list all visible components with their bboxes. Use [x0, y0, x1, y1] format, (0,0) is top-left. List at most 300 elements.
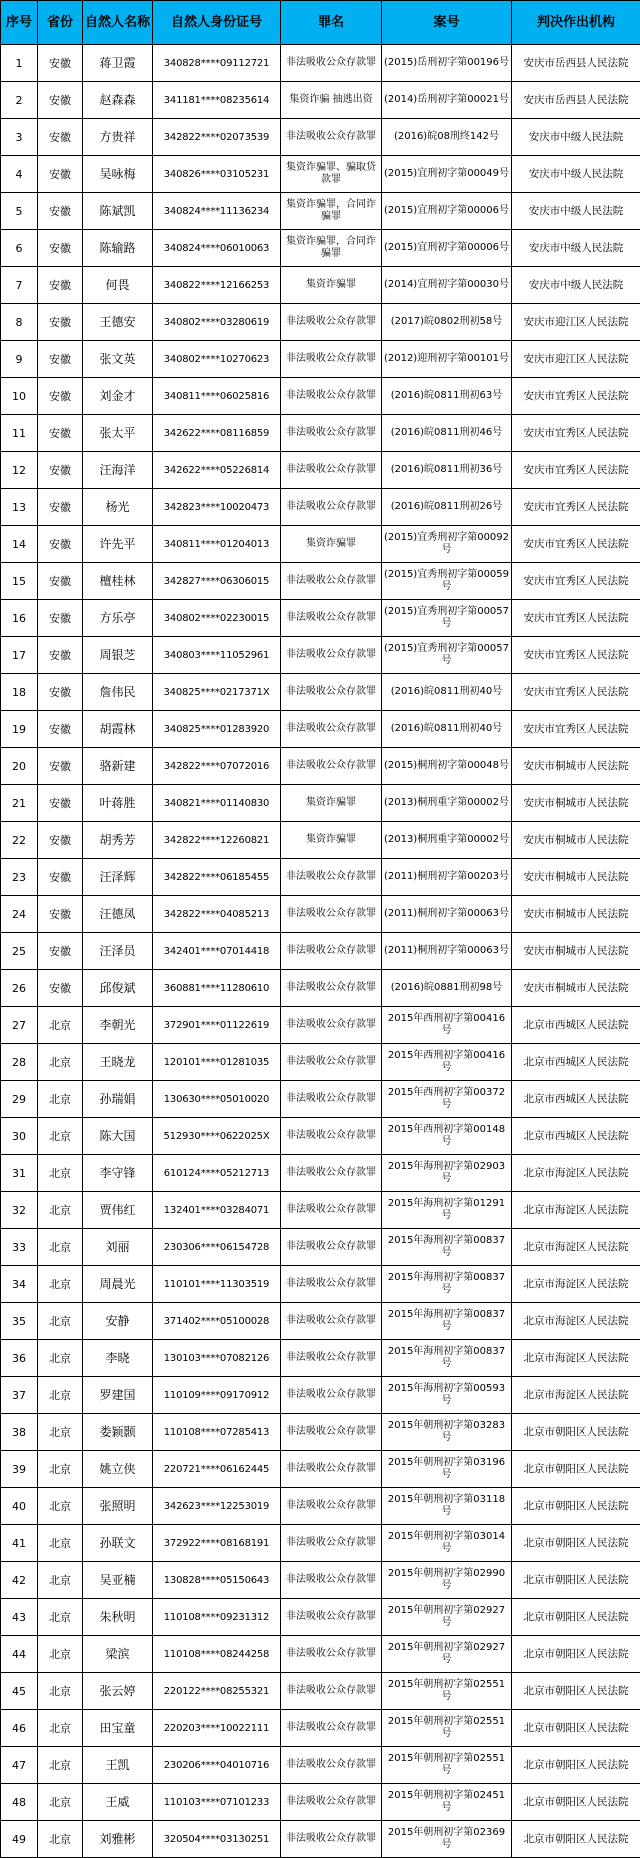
- court-cell: 北京市海淀区人民法院: [512, 1266, 640, 1303]
- charge-cell: 非法吸收公众存款罪: [281, 1414, 382, 1451]
- id-number-cell: 371402****05100028: [153, 1303, 281, 1340]
- charge-cell: 非法吸收公众存款罪: [281, 600, 382, 637]
- id-number-cell: 220203****10022111: [153, 1710, 281, 1747]
- case-number-cell: 2015年朝刑初字第02551号: [382, 1673, 512, 1710]
- court-cell: 北京市朝阳区人民法院: [512, 1673, 640, 1710]
- id-number-cell: 130630****05010020: [153, 1081, 281, 1118]
- table-row: [1, 1377, 640, 1414]
- court-cell: 安庆市桐城市人民法院: [512, 970, 640, 1007]
- province-cell: 北京: [38, 1155, 83, 1192]
- charge-cell: 非法吸收公众存款罪: [281, 45, 382, 82]
- charge-cell: 非法吸收公众存款罪: [281, 970, 382, 1007]
- table-row: [1, 304, 640, 341]
- case-number-cell: 2015年朝刑初字第03196号: [382, 1451, 512, 1488]
- court-cell: 安庆市宜秀区人民法院: [512, 563, 640, 600]
- table-row: [1, 526, 640, 563]
- id-number-cell: 230306****06154728: [153, 1229, 281, 1266]
- row-index-cell: 13: [1, 489, 38, 526]
- charge-cell: 集资诈骗罪: [281, 526, 382, 563]
- case-number-cell: (2013)桐刑重字第00002号: [382, 822, 512, 859]
- province-cell: 安徽: [38, 341, 83, 378]
- province-cell: 北京: [38, 1340, 83, 1377]
- case-number-cell: 2015年海刑初字第01291号: [382, 1192, 512, 1229]
- person-name-cell: 张云婷: [83, 1673, 153, 1710]
- row-index-cell: 16: [1, 600, 38, 637]
- case-number-cell: 2015年朝刑初字第02990号: [382, 1562, 512, 1599]
- table-row: [1, 1192, 640, 1229]
- row-index-cell: 15: [1, 563, 38, 600]
- case-number-cell: (2015)桐刑初字第00048号: [382, 748, 512, 785]
- case-number-cell: 2015年西刑初字第00416号: [382, 1007, 512, 1044]
- case-number-cell: (2016)皖0811刑初36号: [382, 452, 512, 489]
- table-row: [1, 1784, 640, 1821]
- table-row: [1, 1673, 640, 1710]
- charge-cell: 非法吸收公众存款罪: [281, 1155, 382, 1192]
- row-index-cell: 11: [1, 415, 38, 452]
- province-cell: 安徽: [38, 711, 83, 748]
- table-row: [1, 674, 640, 711]
- court-cell: 安庆市宜秀区人民法院: [512, 452, 640, 489]
- province-cell: 安徽: [38, 970, 83, 1007]
- province-cell: 安徽: [38, 748, 83, 785]
- case-number-cell: (2011)桐刑初字第00063号: [382, 933, 512, 970]
- court-cell: 北京市海淀区人民法院: [512, 1192, 640, 1229]
- person-name-cell: 蒋卫霞: [83, 45, 153, 82]
- id-number-cell: 110108****09231312: [153, 1599, 281, 1636]
- row-index-cell: 36: [1, 1340, 38, 1377]
- court-cell: 安庆市桐城市人民法院: [512, 748, 640, 785]
- charge-cell: 非法吸收公众存款罪: [281, 1599, 382, 1636]
- row-index-cell: 26: [1, 970, 38, 1007]
- charge-cell: 非法吸收公众存款罪: [281, 1081, 382, 1118]
- table-row: [1, 1044, 640, 1081]
- person-name-cell: 檀桂林: [83, 563, 153, 600]
- case-number-cell: 2015年西刑初字第00416号: [382, 1044, 512, 1081]
- province-cell: 北京: [38, 1266, 83, 1303]
- case-number-cell: (2016)皖0811刑初63号: [382, 378, 512, 415]
- table-row: [1, 970, 640, 1007]
- case-number-cell: 2015年海刑初字第00837号: [382, 1303, 512, 1340]
- court-cell: 安庆市宜秀区人民法院: [512, 637, 640, 674]
- table-row: [1, 748, 640, 785]
- province-cell: 北京: [38, 1229, 83, 1266]
- court-cell: 安庆市宜秀区人民法院: [512, 600, 640, 637]
- case-number-cell: (2011)桐刑初字第00063号: [382, 896, 512, 933]
- person-name-cell: 汪德凤: [83, 896, 153, 933]
- row-index-cell: 48: [1, 1784, 38, 1821]
- case-number-cell: 2015年朝刑初字第03283号: [382, 1414, 512, 1451]
- province-cell: 安徽: [38, 267, 83, 304]
- row-index-cell: 21: [1, 785, 38, 822]
- province-cell: 安徽: [38, 563, 83, 600]
- case-number-cell: (2015)宜刑初字第00006号: [382, 193, 512, 230]
- person-name-cell: 陈大国: [83, 1118, 153, 1155]
- table-row: [1, 156, 640, 193]
- table-body: [1, 45, 640, 1858]
- province-cell: 北京: [38, 1710, 83, 1747]
- row-index-cell: 25: [1, 933, 38, 970]
- charge-cell: 非法吸收公众存款罪: [281, 1525, 382, 1562]
- province-cell: 北京: [38, 1007, 83, 1044]
- court-cell: 北京市海淀区人民法院: [512, 1377, 640, 1414]
- court-cell: 北京市朝阳区人民法院: [512, 1747, 640, 1784]
- charge-cell: 非法吸收公众存款罪: [281, 637, 382, 674]
- table-row: [1, 563, 640, 600]
- row-index-cell: 2: [1, 82, 38, 119]
- table-row: [1, 1710, 640, 1747]
- row-index-cell: 9: [1, 341, 38, 378]
- table-row: [1, 785, 640, 822]
- person-name-cell: 罗建国: [83, 1377, 153, 1414]
- id-number-cell: 340822****12166253: [153, 267, 281, 304]
- row-index-cell: 28: [1, 1044, 38, 1081]
- row-index-cell: 14: [1, 526, 38, 563]
- person-name-cell: 邱俊斌: [83, 970, 153, 1007]
- id-number-cell: 320504****03130251: [153, 1821, 281, 1858]
- id-number-cell: 342622****08116859: [153, 415, 281, 452]
- person-name-cell: 李晓: [83, 1340, 153, 1377]
- charge-cell: 非法吸收公众存款罪: [281, 1673, 382, 1710]
- person-name-cell: 方贵祥: [83, 119, 153, 156]
- court-cell: 安庆市桐城市人民法院: [512, 933, 640, 970]
- case-number-cell: (2015)宜刑初字第00006号: [382, 230, 512, 267]
- case-number-cell: (2016)皖0811刑初46号: [382, 415, 512, 452]
- charge-cell: 集资诈骗罪: [281, 267, 382, 304]
- row-index-cell: 6: [1, 230, 38, 267]
- person-name-cell: 孙瑞娟: [83, 1081, 153, 1118]
- table-row: [1, 600, 640, 637]
- province-cell: 北京: [38, 1044, 83, 1081]
- court-cell: 北京市西城区人民法院: [512, 1081, 640, 1118]
- province-cell: 安徽: [38, 304, 83, 341]
- person-name-cell: 周银芝: [83, 637, 153, 674]
- charge-cell: 集资诈骗罪: [281, 785, 382, 822]
- case-number-cell: (2011)桐刑初字第00203号: [382, 859, 512, 896]
- person-name-cell: 王晓龙: [83, 1044, 153, 1081]
- table-row: [1, 896, 640, 933]
- case-number-cell: (2015)宜秀刑初字第00057号: [382, 600, 512, 637]
- row-index-cell: 30: [1, 1118, 38, 1155]
- charge-cell: 非法吸收公众存款罪: [281, 1229, 382, 1266]
- table-row: [1, 859, 640, 896]
- row-index-cell: 19: [1, 711, 38, 748]
- charge-cell: 非法吸收公众存款罪: [281, 1007, 382, 1044]
- court-cell: 北京市朝阳区人民法院: [512, 1821, 640, 1858]
- person-name-cell: 刘金才: [83, 378, 153, 415]
- row-index-cell: 3: [1, 119, 38, 156]
- row-index-cell: 10: [1, 378, 38, 415]
- id-number-cell: 340828****09112721: [153, 45, 281, 82]
- row-index-cell: 32: [1, 1192, 38, 1229]
- case-number-cell: (2017)皖0802刑初58号: [382, 304, 512, 341]
- row-index-cell: 35: [1, 1303, 38, 1340]
- court-cell: 安庆市中级人民法院: [512, 119, 640, 156]
- id-number-cell: 340825****0217371X: [153, 674, 281, 711]
- charge-cell: 集资诈骗罪、骗取贷款罪: [281, 156, 382, 193]
- court-cell: 安庆市宜秀区人民法院: [512, 378, 640, 415]
- person-name-cell: 胡霞林: [83, 711, 153, 748]
- province-cell: 安徽: [38, 82, 83, 119]
- court-cell: 安庆市中级人民法院: [512, 156, 640, 193]
- charge-cell: 集资诈骗 抽逃出资: [281, 82, 382, 119]
- person-name-cell: 何畏: [83, 267, 153, 304]
- id-number-cell: 220721****06162445: [153, 1451, 281, 1488]
- court-cell: 安庆市桐城市人民法院: [512, 822, 640, 859]
- row-index-cell: 42: [1, 1562, 38, 1599]
- person-name-cell: 赵森森: [83, 82, 153, 119]
- case-number-cell: (2013)桐刑重字第00002号: [382, 785, 512, 822]
- province-cell: 安徽: [38, 452, 83, 489]
- person-name-cell: 许先平: [83, 526, 153, 563]
- province-cell: 安徽: [38, 526, 83, 563]
- province-cell: 北京: [38, 1414, 83, 1451]
- case-number-cell: 2015年朝刑初字第02927号: [382, 1636, 512, 1673]
- row-index-cell: 44: [1, 1636, 38, 1673]
- province-cell: 安徽: [38, 822, 83, 859]
- province-cell: 北京: [38, 1377, 83, 1414]
- table-row: [1, 711, 640, 748]
- person-name-cell: 周晨光: [83, 1266, 153, 1303]
- charge-cell: 非法吸收公众存款罪: [281, 711, 382, 748]
- charge-cell: 非法吸收公众存款罪: [281, 1303, 382, 1340]
- person-name-cell: 汪海洋: [83, 452, 153, 489]
- id-number-cell: 220122****08255321: [153, 1673, 281, 1710]
- id-number-cell: 340802****02230015: [153, 600, 281, 637]
- row-index-cell: 37: [1, 1377, 38, 1414]
- id-number-cell: 342822****12260821: [153, 822, 281, 859]
- table-row: [1, 1451, 640, 1488]
- charge-cell: 非法吸收公众存款罪: [281, 1562, 382, 1599]
- province-cell: 安徽: [38, 933, 83, 970]
- province-cell: 安徽: [38, 415, 83, 452]
- court-cell: 安庆市桐城市人民法院: [512, 859, 640, 896]
- person-name-cell: 王凯: [83, 1747, 153, 1784]
- id-number-cell: 340811****06025816: [153, 378, 281, 415]
- id-number-cell: 342822****07072016: [153, 748, 281, 785]
- table-row: [1, 1340, 640, 1377]
- court-cell: 北京市朝阳区人民法院: [512, 1710, 640, 1747]
- court-cell: 北京市海淀区人民法院: [512, 1229, 640, 1266]
- row-index-cell: 49: [1, 1821, 38, 1858]
- case-number-cell: 2015年海刑初字第00837号: [382, 1340, 512, 1377]
- case-number-cell: 2015年朝刑初字第02551号: [382, 1747, 512, 1784]
- person-name-cell: 汪泽员: [83, 933, 153, 970]
- id-number-cell: 340802****10270623: [153, 341, 281, 378]
- case-number-cell: (2014)岳刑初字第00021号: [382, 82, 512, 119]
- id-number-cell: 110101****11303519: [153, 1266, 281, 1303]
- id-number-cell: 340824****11136234: [153, 193, 281, 230]
- table-row: [1, 1747, 640, 1784]
- province-cell: 安徽: [38, 230, 83, 267]
- person-name-cell: 吴亚楠: [83, 1562, 153, 1599]
- id-number-cell: 132401****03284071: [153, 1192, 281, 1229]
- table-row: [1, 1525, 640, 1562]
- court-cell: 安庆市宜秀区人民法院: [512, 526, 640, 563]
- person-name-cell: 张文英: [83, 341, 153, 378]
- court-cell: 北京市朝阳区人民法院: [512, 1451, 640, 1488]
- charge-cell: 非法吸收公众存款罪: [281, 378, 382, 415]
- case-number-cell: 2015年朝刑初字第03014号: [382, 1525, 512, 1562]
- header-index: 序号: [1, 1, 38, 45]
- row-index-cell: 12: [1, 452, 38, 489]
- court-cell: 安庆市桐城市人民法院: [512, 785, 640, 822]
- table-row: [1, 82, 640, 119]
- province-cell: 安徽: [38, 859, 83, 896]
- header-row: [1, 1, 640, 45]
- id-number-cell: 512930****0622025X: [153, 1118, 281, 1155]
- id-number-cell: 130103****07082126: [153, 1340, 281, 1377]
- table-row: [1, 378, 640, 415]
- court-cell: 北京市海淀区人民法院: [512, 1155, 640, 1192]
- court-cell: 安庆市桐城市人民法院: [512, 896, 640, 933]
- row-index-cell: 24: [1, 896, 38, 933]
- id-number-cell: 342822****04085213: [153, 896, 281, 933]
- court-cell: 北京市朝阳区人民法院: [512, 1599, 640, 1636]
- charge-cell: 非法吸收公众存款罪: [281, 1266, 382, 1303]
- table-row: [1, 1488, 640, 1525]
- person-name-cell: 王德安: [83, 304, 153, 341]
- table-row: [1, 1414, 640, 1451]
- id-number-cell: 110108****07285413: [153, 1414, 281, 1451]
- charge-cell: 非法吸收公众存款罪: [281, 452, 382, 489]
- id-number-cell: 340803****11052961: [153, 637, 281, 674]
- charge-cell: 非法吸收公众存款罪: [281, 489, 382, 526]
- row-index-cell: 5: [1, 193, 38, 230]
- id-number-cell: 342822****06185455: [153, 859, 281, 896]
- charge-cell: 非法吸收公众存款罪: [281, 1340, 382, 1377]
- table-row: [1, 1155, 640, 1192]
- header-court: 判决作出机构: [512, 1, 640, 45]
- row-index-cell: 38: [1, 1414, 38, 1451]
- row-index-cell: 43: [1, 1599, 38, 1636]
- province-cell: 安徽: [38, 785, 83, 822]
- id-number-cell: 340826****03105231: [153, 156, 281, 193]
- row-index-cell: 27: [1, 1007, 38, 1044]
- table-row: [1, 45, 640, 82]
- charge-cell: 非法吸收公众存款罪: [281, 304, 382, 341]
- province-cell: 北京: [38, 1488, 83, 1525]
- court-cell: 安庆市中级人民法院: [512, 267, 640, 304]
- charge-cell: 非法吸收公众存款罪: [281, 1821, 382, 1858]
- id-number-cell: 130828****05150643: [153, 1562, 281, 1599]
- case-number-cell: 2015年海刑初字第02903号: [382, 1155, 512, 1192]
- charge-cell: 非法吸收公众存款罪: [281, 748, 382, 785]
- province-cell: 北京: [38, 1747, 83, 1784]
- court-cell: 北京市朝阳区人民法院: [512, 1488, 640, 1525]
- table-row: [1, 1081, 640, 1118]
- person-name-cell: 杨光: [83, 489, 153, 526]
- id-number-cell: 341181****08235614: [153, 82, 281, 119]
- case-number-cell: 2015年朝刑初字第03118号: [382, 1488, 512, 1525]
- case-number-cell: (2016)皖0811刑初26号: [382, 489, 512, 526]
- header-case-number: 案号: [382, 1, 512, 45]
- person-name-cell: 陈斌凯: [83, 193, 153, 230]
- case-number-cell: (2015)宜秀刑初字第00059号: [382, 563, 512, 600]
- row-index-cell: 31: [1, 1155, 38, 1192]
- table-row: [1, 1266, 640, 1303]
- case-number-cell: 2015年朝刑初字第02551号: [382, 1710, 512, 1747]
- id-number-cell: 110109****09170912: [153, 1377, 281, 1414]
- table-row: [1, 489, 640, 526]
- case-number-cell: 2015年西刑初字第00372号: [382, 1081, 512, 1118]
- row-index-cell: 41: [1, 1525, 38, 1562]
- court-cell: 北京市朝阳区人民法院: [512, 1636, 640, 1673]
- row-index-cell: 22: [1, 822, 38, 859]
- court-cell: 北京市西城区人民法院: [512, 1118, 640, 1155]
- person-name-cell: 田宝童: [83, 1710, 153, 1747]
- id-number-cell: 342401****07014418: [153, 933, 281, 970]
- row-index-cell: 4: [1, 156, 38, 193]
- province-cell: 安徽: [38, 674, 83, 711]
- row-index-cell: 17: [1, 637, 38, 674]
- court-cell: 北京市西城区人民法院: [512, 1044, 640, 1081]
- court-cell: 安庆市宜秀区人民法院: [512, 674, 640, 711]
- row-index-cell: 46: [1, 1710, 38, 1747]
- id-number-cell: 342622****05226814: [153, 452, 281, 489]
- header-province: 省份: [38, 1, 83, 45]
- case-number-cell: (2015)宜秀刑初字第00057号: [382, 637, 512, 674]
- court-cell: 安庆市迎江区人民法院: [512, 304, 640, 341]
- person-name-cell: 汪泽辉: [83, 859, 153, 896]
- case-number-cell: (2015)宜秀刑初字第00092号: [382, 526, 512, 563]
- charge-cell: 集资诈骗罪: [281, 822, 382, 859]
- charge-cell: 非法吸收公众存款罪: [281, 119, 382, 156]
- table-row: [1, 452, 640, 489]
- province-cell: 北京: [38, 1636, 83, 1673]
- person-name-cell: 张太平: [83, 415, 153, 452]
- court-cell: 北京市朝阳区人民法院: [512, 1562, 640, 1599]
- case-number-cell: 2015年海刑初字第00593号: [382, 1377, 512, 1414]
- person-name-cell: 孙联文: [83, 1525, 153, 1562]
- court-cell: 北京市海淀区人民法院: [512, 1303, 640, 1340]
- id-number-cell: 342623****12253019: [153, 1488, 281, 1525]
- province-cell: 北京: [38, 1821, 83, 1858]
- province-cell: 安徽: [38, 119, 83, 156]
- person-name-cell: 叶蒋胜: [83, 785, 153, 822]
- row-index-cell: 47: [1, 1747, 38, 1784]
- table-row: [1, 415, 640, 452]
- case-number-cell: 2015年西刑初字第00148号: [382, 1118, 512, 1155]
- province-cell: 安徽: [38, 489, 83, 526]
- row-index-cell: 45: [1, 1673, 38, 1710]
- court-cell: 安庆市迎江区人民法院: [512, 341, 640, 378]
- charge-cell: 非法吸收公众存款罪: [281, 1784, 382, 1821]
- id-number-cell: 372901****01122619: [153, 1007, 281, 1044]
- person-name-cell: 骆新建: [83, 748, 153, 785]
- province-cell: 安徽: [38, 600, 83, 637]
- person-name-cell: 姚立侠: [83, 1451, 153, 1488]
- table-row: [1, 1118, 640, 1155]
- charge-cell: 非法吸收公众存款罪: [281, 1636, 382, 1673]
- person-name-cell: 王威: [83, 1784, 153, 1821]
- id-number-cell: 340824****06010063: [153, 230, 281, 267]
- table-row: [1, 1821, 640, 1858]
- court-cell: 安庆市岳西县人民法院: [512, 82, 640, 119]
- case-number-cell: 2015年朝刑初字第02369号: [382, 1821, 512, 1858]
- person-name-cell: 刘丽: [83, 1229, 153, 1266]
- row-index-cell: 8: [1, 304, 38, 341]
- person-name-cell: 方乐亭: [83, 600, 153, 637]
- case-number-cell: (2015)岳刑初字第00196号: [382, 45, 512, 82]
- charge-cell: 集资诈骗罪，合同诈骗罪: [281, 193, 382, 230]
- province-cell: 安徽: [38, 193, 83, 230]
- person-name-cell: 吴咏梅: [83, 156, 153, 193]
- court-cell: 北京市朝阳区人民法院: [512, 1784, 640, 1821]
- case-number-cell: 2015年海刑初字第00837号: [382, 1266, 512, 1303]
- row-index-cell: 39: [1, 1451, 38, 1488]
- table-row: [1, 1562, 640, 1599]
- province-cell: 北京: [38, 1192, 83, 1229]
